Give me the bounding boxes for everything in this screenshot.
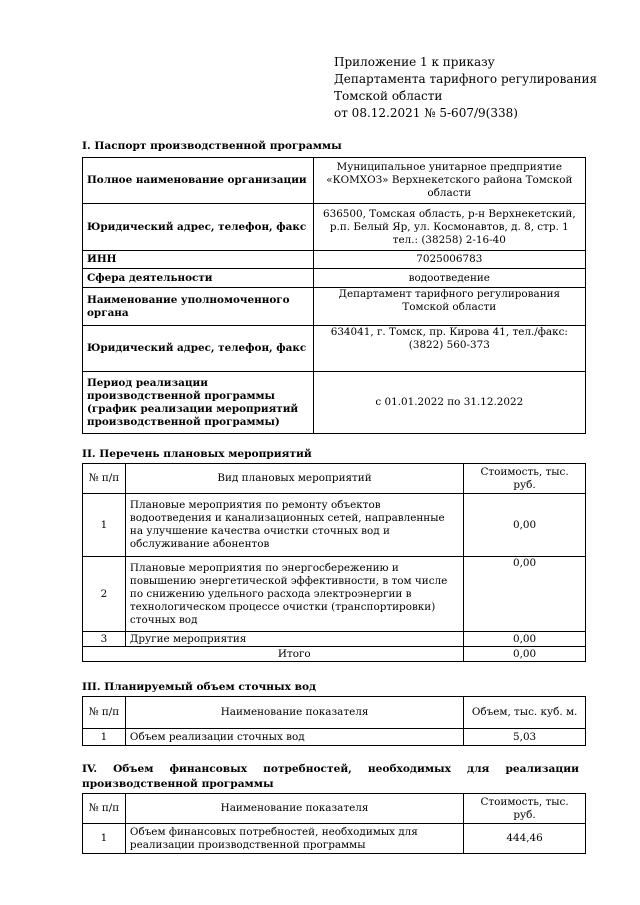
total-value: 0,00	[464, 647, 586, 662]
table-row	[83, 251, 586, 269]
section-4-title-line-2: производственной программы	[82, 778, 274, 790]
total-label: Итого	[125, 647, 463, 662]
table-row	[83, 632, 586, 647]
table-row	[83, 326, 586, 372]
order-header	[334, 54, 597, 122]
row-value: 444,46	[464, 824, 586, 854]
header-num: № п/п	[83, 697, 126, 729]
header-num: № п/п	[83, 464, 126, 494]
row-name: Другие мероприятия	[125, 632, 463, 647]
header-line-3: Томской области	[334, 89, 443, 103]
passport-value: водоотведение	[313, 269, 585, 288]
header-name: Наименование показателя	[125, 794, 463, 824]
table-header-row	[83, 697, 586, 729]
row-num: 1	[83, 729, 126, 746]
header-num: № п/п	[83, 794, 126, 824]
table-row	[83, 288, 586, 326]
table-row	[83, 158, 586, 204]
row-num: 3	[83, 632, 126, 647]
header-line-2: Департамента тарифного регулирования	[334, 72, 598, 86]
measures-table	[82, 463, 586, 662]
table-row	[83, 372, 586, 434]
wastewater-table	[82, 696, 586, 746]
passport-label: ИНН	[83, 251, 314, 269]
row-name: Объем реализации сточных вод	[125, 729, 463, 746]
header-cost: Стоимость, тыс. руб.	[464, 794, 586, 824]
table-row	[83, 729, 586, 746]
section-4-title: IV. Объем финансовых потребностей, необходимых для реализации	[82, 763, 579, 775]
section-2-title: II. Перечень плановых мероприятий	[82, 448, 312, 460]
passport-value: 7025006783	[313, 251, 585, 269]
table-row	[83, 557, 586, 632]
passport-label: Юридический адрес, телефон, факс	[83, 204, 314, 251]
passport-label: Полное наименование организации	[83, 158, 314, 204]
table-header-row	[83, 464, 586, 494]
header-value: Объем, тыс. куб. м.	[464, 697, 586, 729]
row-num: 1	[83, 494, 126, 557]
passport-label: Наименование уполномоченного органа	[83, 288, 314, 326]
total-row	[83, 647, 586, 662]
header-name: Наименование показателя	[125, 697, 463, 729]
row-cost: 0,00	[464, 632, 586, 647]
row-cost: 0,00	[464, 494, 586, 557]
passport-value: Департамент тарифного регулирования Томской области	[313, 288, 585, 326]
row-name: Плановые мероприятия по ремонту объектов водоотведения и канализационных сетей, направленные на улучшение качества очистки сточных вод и обслуживание абонентов	[125, 494, 463, 557]
row-name: Плановые мероприятия по энергосбережению и повышению энергетической эффективности, в том числе по снижению удельного расхода электроэнергии в технологическом процессе очистки (транспортировки) сточных вод	[125, 557, 463, 632]
passport-value: 634041, г. Томск, пр. Кирова 41, тел./факс: (3822) 560-373	[313, 326, 585, 372]
passport-value: Муниципальное унитарное предприятие «КОМХОЗ» Верхнекетского района Томской области	[313, 158, 585, 204]
table-header-row	[83, 794, 586, 824]
passport-label: Сфера деятельности	[83, 269, 314, 288]
row-num: 1	[83, 824, 126, 854]
passport-value: 636500, Томская область, р-н Верхнекетский, р.п. Белый Яр, ул. Космонавтов, д. 8, стр. 1 тел.: (38258) 2-16-40	[313, 204, 585, 251]
passport-value: с 01.01.2022 по 31.12.2022	[313, 372, 585, 434]
row-cost: 0,00	[464, 557, 586, 632]
passport-label: Юридический адрес, телефон, факс	[83, 326, 314, 372]
header-line-4: от 08.12.2021 № 5-607/9(338)	[334, 106, 518, 120]
table-row	[83, 824, 586, 854]
table-row	[83, 269, 586, 288]
section-1-title: I. Паспорт производственной программы	[82, 140, 342, 152]
table-row	[83, 494, 586, 557]
row-value: 5,03	[464, 729, 586, 746]
header-line-1: Приложение 1 к приказу	[334, 55, 495, 69]
row-num: 2	[83, 557, 126, 632]
header-cost: Стоимость, тыс. руб.	[464, 464, 586, 494]
section-3-title: III. Планируемый объем сточных вод	[82, 681, 317, 693]
row-name: Объем финансовых потребностей, необходимых для реализации производственной программы	[125, 824, 463, 854]
passport-table	[82, 157, 586, 434]
table-row	[83, 204, 586, 251]
financial-table	[82, 793, 586, 854]
header-name: Вид плановых мероприятий	[125, 464, 463, 494]
passport-label: Период реализации производственной программы (график реализации мероприятий производственной программы)	[83, 372, 314, 434]
